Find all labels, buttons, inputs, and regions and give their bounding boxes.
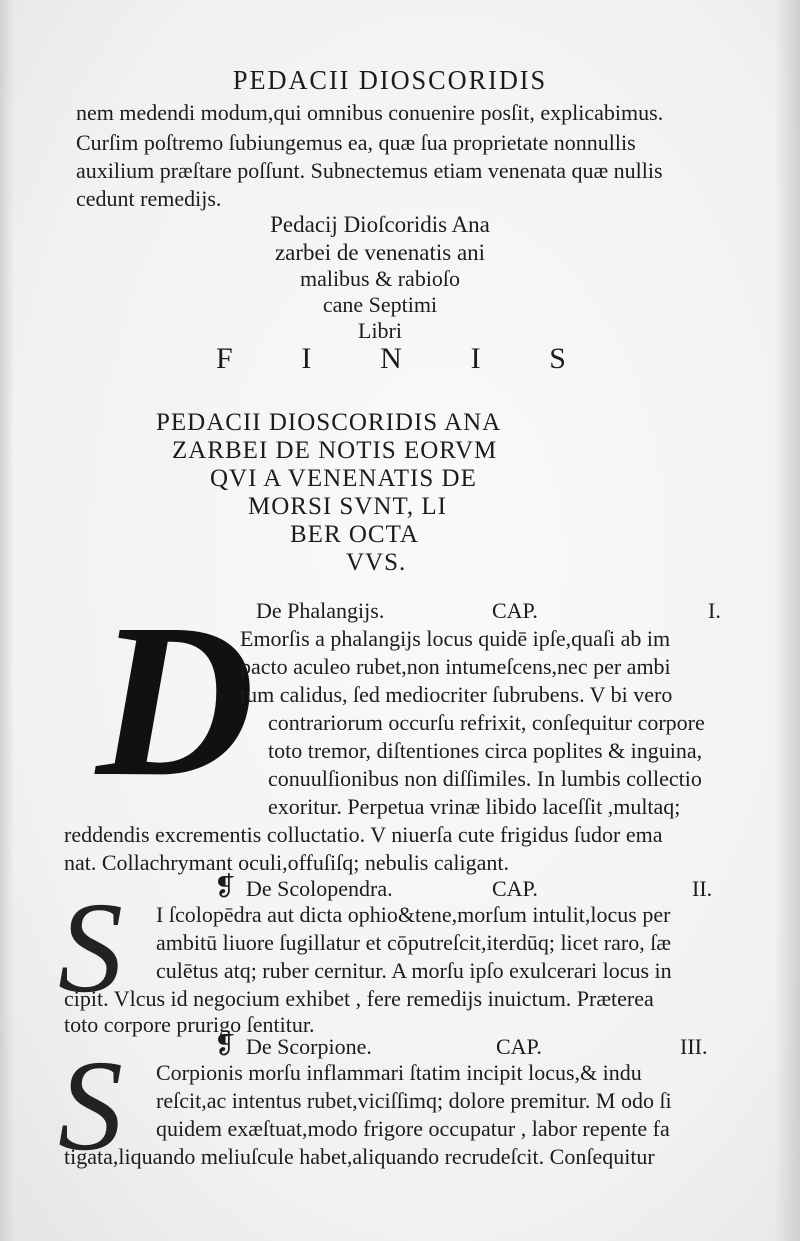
section-title: De Scolopendra.: [246, 876, 393, 901]
body-line: cipit. Vlcus id negocium exhibet , fere remedijs inuictum. Præterea: [64, 986, 654, 1011]
body-line: Emorſis a phalangijs locus quidē ipſe,quaſi ab im: [240, 626, 671, 651]
colophon-line: Libri: [358, 318, 402, 343]
cap-label: CAP.: [492, 598, 538, 623]
finis-letter: I: [470, 342, 481, 375]
body-line: exoritur. Perpetua vrinæ libido laceſſit ,multaq;: [268, 794, 681, 819]
cap-number: III.: [680, 1034, 708, 1059]
finis-letter: F: [216, 342, 233, 375]
book-title-line: MORSI SVNT, LI: [248, 493, 447, 520]
finis-line: [216, 342, 566, 375]
drop-cap-initial: S: [58, 876, 123, 1020]
page-shadow-right: [774, 0, 800, 1241]
colophon-line: zarbei de venenatis ani: [274, 240, 486, 265]
body-line: contrariorum occurſu refrixit, conſequitur corpore: [268, 710, 705, 735]
body-line: tum calidus, ſed mediocriter ſubrubens. V bi vero: [240, 682, 673, 707]
running-head: PEDACII DIOSCORIDIS: [232, 65, 548, 95]
book-title-line: VVS.: [346, 549, 407, 576]
cap-number: I.: [708, 598, 721, 623]
body-line: nat. Collachrymant oculi,offuſiſq; nebulis caligant.: [64, 850, 509, 875]
body-line: Corpionis morſu inflammari ſtatim incipit locus,& indu: [156, 1060, 642, 1085]
section-title: De Scorpione.: [246, 1034, 372, 1059]
drop-cap-initial: D: [96, 578, 255, 822]
finis-letter: S: [549, 342, 566, 375]
book-title-line: BER OCTA: [290, 521, 419, 548]
body-line: conuulſionibus non diſſimiles. In lumbis collectio: [268, 766, 702, 791]
body-line: tigata,liquando meliuſcule habet,aliquando recrudeſcit. Conſequitur: [64, 1144, 655, 1169]
body-line: toto tremor, diſtentiones circa poplites & inguina,: [268, 738, 703, 763]
body-line: ambitū liuore ſugillatur et cōputreſcit,iterdūq; licet raro, ſæ: [156, 930, 672, 955]
section-title: De Phalangijs.: [256, 598, 385, 623]
body-line: I ſcolopēdra aut dicta ophio&tene,morſum intulit,locus per: [156, 902, 671, 927]
body-line: nem medendi modum,qui omnibus conuenire posſit, explicabimus.: [76, 100, 664, 125]
body-line: auxilium præſtare poſſunt. Subnectemus etiam venenata quæ nullis: [76, 158, 663, 183]
body-line: pacto aculeo rubet,non intumeſcens,nec per ambi: [240, 654, 671, 679]
body-line: reddendis excrementis colluctatio. V niuerſa cute frigidus ſudor ema: [64, 822, 663, 847]
cap-number: II.: [692, 876, 713, 901]
pilcrow-icon: ❡: [214, 1030, 236, 1059]
colophon-line: malibus & rabioſo: [299, 266, 461, 291]
book-title-line: QVI A VENENATIS DE: [210, 465, 477, 492]
page-shadow-left: [0, 0, 14, 1241]
body-line: cedunt remedijs.: [76, 186, 222, 211]
finis-letter: I: [301, 342, 312, 375]
cap-label: CAP.: [496, 1034, 542, 1059]
colophon-line: Pedacij Dioſcoridis Ana: [270, 212, 490, 237]
body-line: Curſim poſtremo ſubiungemus ea, quæ ſua proprietate nonnullis: [76, 130, 636, 155]
book-title-line: ZARBEI DE NOTIS EORVM: [172, 437, 498, 464]
body-line: toto corpore prurigo ſentitur.: [64, 1012, 315, 1037]
drop-cap-initial: S: [58, 1034, 123, 1178]
finis-letter: N: [380, 342, 402, 375]
cap-label: CAP.: [492, 876, 538, 901]
pilcrow-icon: ❡: [214, 872, 236, 901]
colophon-line: cane Septimi: [322, 292, 438, 317]
body-line: quidem exæſtuat,modo frigore occupatur , labor repente fa: [156, 1116, 670, 1141]
body-line: culētus atq; ruber cernitur. A morſu ipſo exulcerari locus in: [156, 958, 672, 983]
body-line: reſcit,ac intentus rubet,viciſſimq; dolore premitur. M odo ſi: [156, 1088, 672, 1113]
book-title-line: PEDACII DIOSCORIDIS ANA: [156, 409, 502, 436]
